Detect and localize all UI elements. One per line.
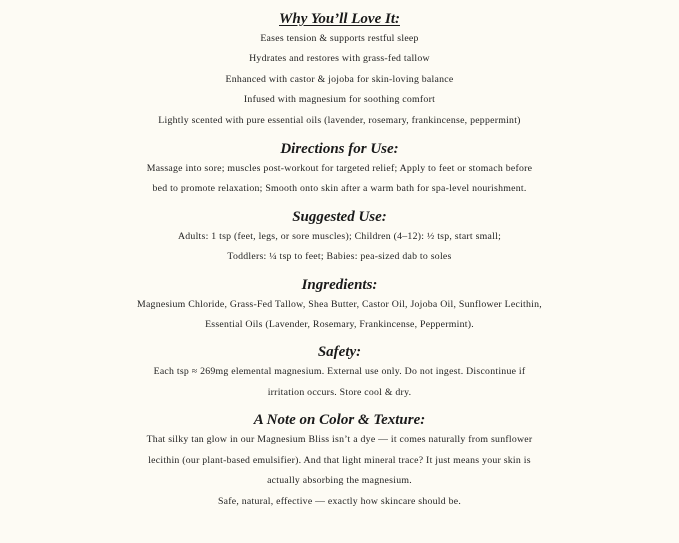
benefit-line: Enhanced with castor & jojoba for skin-loving balance [225,73,454,85]
ingredients-line: Magnesium Chloride, Grass-Fed Tallow, Shea Butter, Castor Oil, Jojoba Oil, Sunflower Lecithin, [137,298,542,310]
note-line: Safe, natural, effective — exactly how skincare should be. [217,495,462,507]
section-spacer [0,200,679,207]
safety-line: Each tsp ≈ 269mg elemental magnesium. External use only. Do not ingest. Discontinue if [153,366,526,378]
directions-line: Massage into sore; muscles post-workout for targeted relief; Apply to feet or stomach before [146,163,533,175]
section-spacer [0,335,679,342]
suggested-use-line: Toddlers: ¼ tsp to feet; Babies: pea-sized dab to soles [227,251,452,263]
directions-line: bed to promote relaxation; Smooth onto skin after a warm bath for spa-level nourishment. [152,183,527,195]
benefit-line: Eases tension & supports restful sleep [260,33,419,44]
color-texture-note-section [0,410,679,512]
safety-line: irritation occurs. Store cool & dry. [267,386,412,398]
ingredients-heading: Ingredients: [301,276,378,293]
section-spacer [0,131,679,139]
suggested-use-line: Adults: 1 tsp (feet, legs, or sore muscles); Children (4–12): ½ tsp, start small; [177,230,502,242]
directions-heading: Directions for Use: [280,141,399,158]
safety-section [0,342,679,403]
benefit-line: Infused with magnesium for soothing comfort [243,94,436,106]
benefit-line: Lightly scented with pure essential oils (lavender, rosemary, frankincense, peppermint) [158,114,521,126]
section-spacer [0,403,679,410]
why-you-love-it-section [0,9,679,131]
note-line: actually absorbing the magnesium. [267,475,412,487]
safety-heading: Safety: [317,344,362,361]
ingredients-section [0,275,679,336]
note-line: lecithin (our plant-based emulsifier). And that light mineral trace? It just means your skin is [148,454,531,466]
ingredients-line: Essential Oils (Lavender, Rosemary, Frankincense, Peppermint). [205,319,474,331]
section-spacer [0,268,679,275]
suggested-use-heading: Suggested Use: [292,208,387,225]
suggested-use-section [0,207,679,268]
directions-section [0,139,679,200]
color-texture-note-heading: A Note on Color & Texture: [253,412,426,429]
benefit-line: Hydrates and restores with grass-fed tallow [249,53,430,65]
why-you-love-it-heading: Why You’ll Love It: [279,11,400,27]
note-line: That silky tan glow in our Magnesium Bliss isn’t a dye — it comes naturally from sunflower [146,434,533,446]
